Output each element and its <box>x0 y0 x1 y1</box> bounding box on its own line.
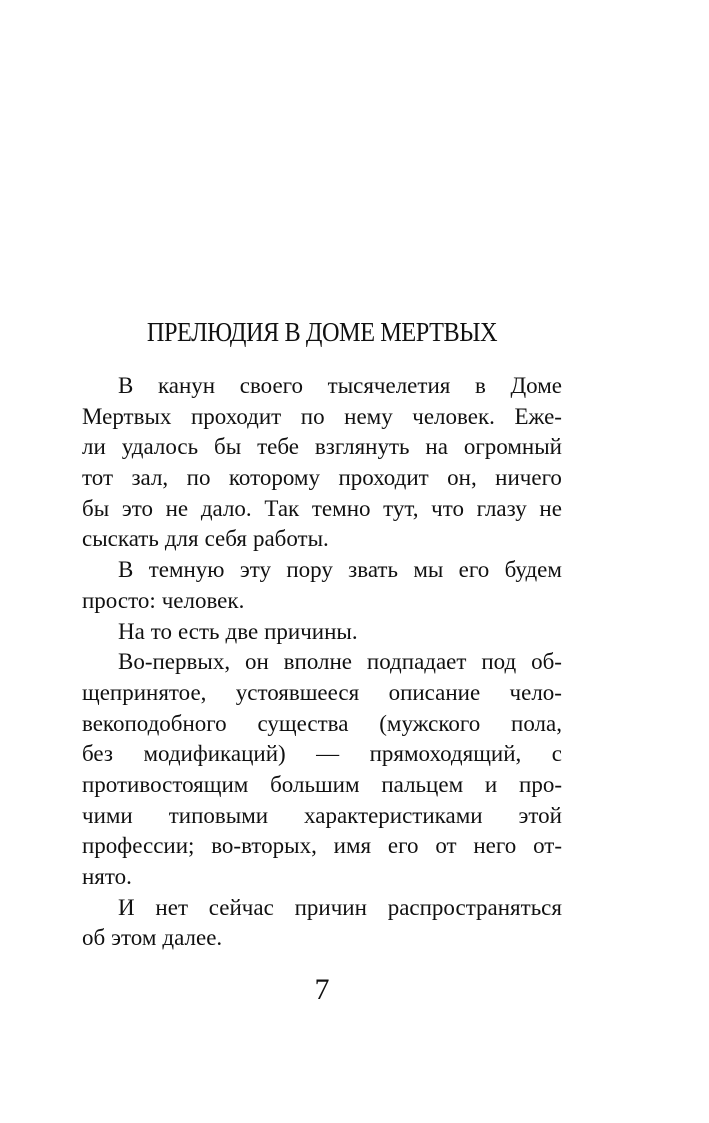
word: описание <box>388 679 481 705</box>
word: противостоящим <box>82 771 249 797</box>
word: от <box>435 833 457 859</box>
word: подпадает <box>366 649 467 675</box>
word: профессии; <box>82 833 195 859</box>
word: будем <box>504 557 562 583</box>
word: на <box>425 434 448 460</box>
word: причин <box>294 894 367 920</box>
word: по <box>186 465 211 491</box>
word: В <box>118 373 134 398</box>
word: канун <box>157 373 216 398</box>
word: бы <box>82 495 110 521</box>
word: модификаций) <box>143 741 286 767</box>
word: чело- <box>509 679 562 705</box>
word: есть <box>178 618 220 644</box>
word: темно <box>311 495 371 521</box>
word: огромный <box>463 434 562 460</box>
word: об- <box>531 649 562 675</box>
word: это <box>121 495 153 521</box>
word: вполне <box>283 649 353 675</box>
text-line <box>82 494 562 525</box>
word: ли <box>82 434 106 460</box>
word: имя <box>333 833 372 859</box>
word: щепринятое, <box>82 679 207 705</box>
word: работы. <box>252 526 329 552</box>
word: этом <box>111 925 157 951</box>
word: две <box>225 618 259 644</box>
word: устоявшееся <box>235 679 360 705</box>
word: просто: <box>82 587 156 613</box>
word: от- <box>533 833 562 859</box>
text-line <box>82 678 562 709</box>
text-line <box>82 524 562 555</box>
text-line <box>82 555 562 586</box>
text-line <box>82 586 562 617</box>
word: распространяться <box>387 894 562 920</box>
text-line <box>82 617 562 648</box>
word: характеристиками <box>304 802 483 828</box>
word: темную <box>148 557 225 583</box>
word: человек. <box>161 587 245 613</box>
word: тебе <box>257 434 299 460</box>
word: во-вторых, <box>211 833 317 859</box>
word: которому <box>228 465 320 491</box>
word: — <box>316 741 340 767</box>
text-line <box>82 432 562 463</box>
text-line <box>82 709 562 740</box>
word: нято. <box>82 864 132 889</box>
word: него <box>473 833 517 859</box>
word: далее. <box>162 925 223 951</box>
word: Еже- <box>514 403 562 429</box>
text-line <box>82 463 562 494</box>
word: об <box>82 925 106 951</box>
word: то <box>150 618 173 644</box>
word: (мужского <box>379 710 481 736</box>
word: зал, <box>131 465 169 491</box>
text-line <box>82 862 562 893</box>
word: прямоходящий, <box>369 741 522 767</box>
text-line <box>82 893 562 924</box>
word: не <box>165 495 189 521</box>
word: глазу <box>476 495 527 521</box>
word: без <box>82 741 113 767</box>
word: проходит <box>190 403 282 429</box>
word: Так <box>264 495 300 521</box>
word: по <box>300 403 325 429</box>
body-text <box>82 371 562 954</box>
word: большим <box>270 771 360 797</box>
word: типовыми <box>168 802 269 828</box>
chapter-title: ПРЕЛЮДИЯ В ДОМЕ МЕРТВЫХ <box>146 317 498 347</box>
word: тут, <box>383 495 419 521</box>
text-line <box>82 402 562 433</box>
word: ничего <box>495 465 562 491</box>
word: эту <box>239 557 271 583</box>
word: В <box>118 557 134 583</box>
word: не <box>539 495 562 521</box>
word: он <box>244 649 269 675</box>
word: Доме <box>510 373 562 398</box>
word: что <box>431 495 464 521</box>
word: своего <box>239 373 304 398</box>
word: Мертвых <box>82 403 172 429</box>
word: пору <box>286 557 333 583</box>
word: дало. <box>200 495 252 521</box>
word: причины. <box>264 618 358 644</box>
word: чими <box>82 802 133 828</box>
word: в <box>474 373 486 398</box>
word: про- <box>519 771 562 797</box>
text-line <box>82 923 562 954</box>
word: с <box>551 741 562 767</box>
word: сыскать <box>82 526 159 552</box>
text-line <box>82 371 562 402</box>
page-number: 7 <box>314 973 330 1006</box>
word: нему <box>344 403 393 429</box>
word: пальцем <box>381 771 464 797</box>
word: его <box>458 557 490 583</box>
word: На <box>118 618 145 644</box>
word: этой <box>518 802 562 828</box>
word: мы <box>413 557 444 583</box>
word: удалось <box>121 434 199 460</box>
word: и <box>484 771 498 797</box>
word: под <box>481 649 517 675</box>
word: бы <box>214 434 242 460</box>
word: его <box>387 833 419 859</box>
word: взглянуть <box>314 434 410 460</box>
word: нет <box>155 894 188 920</box>
text-line <box>82 831 562 862</box>
word: для <box>164 526 199 552</box>
word: существа <box>257 710 349 736</box>
word: себя <box>204 526 247 552</box>
text-line <box>82 647 562 678</box>
word: И <box>118 894 135 920</box>
word: звать <box>348 557 398 583</box>
word: пола, <box>511 710 562 736</box>
text-line <box>82 770 562 801</box>
word: тот <box>82 465 113 491</box>
word: он, <box>447 465 477 491</box>
word: тысячелетия <box>327 373 451 398</box>
text-line <box>82 739 562 770</box>
word: проходит <box>338 465 429 491</box>
word: сейчас <box>208 894 274 920</box>
text-line <box>82 801 562 832</box>
word: Во-первых, <box>118 649 231 675</box>
word: векоподобного <box>82 710 227 736</box>
word: человек. <box>412 403 495 429</box>
